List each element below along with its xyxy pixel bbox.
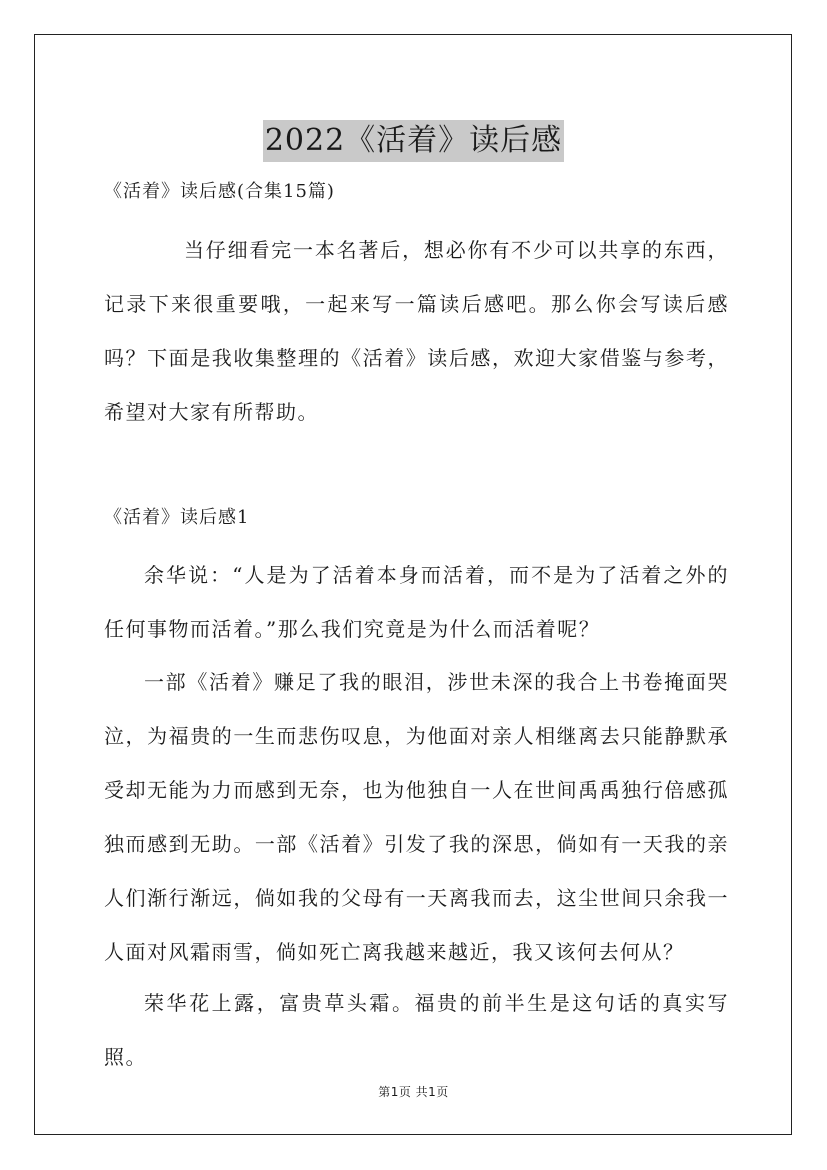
section-heading: 《活着》读后感1 xyxy=(104,507,250,528)
title-container xyxy=(0,100,827,182)
intro-paragraph: 当仔细看完一本名著后，想必你有不少可以共享的东西，记录下来很重要哦，一起来写一篇读后感吧。那么你会写读后感吗？下面是我收集整理的《活着》读后感，欢迎大家借鉴与参考，希望对大家有所帮助。 xyxy=(104,238,729,424)
body-paragraph-3: 荣华花上露，富贵草头霜。福贵的前半生是这句话的真实写照。 xyxy=(104,991,729,1069)
body-paragraph-2: 一部《活着》赚足了我的眼泪，涉世未深的我合上书卷掩面哭泣，为福贵的一生而悲伤叹息，为他面对亲人相继离去只能静默承受却无能为力而感到无奈，也为他独自一人在世间禹禹独行倍感孤独而感到无助。一部《活着》引发了我的深思，倘如有一天我的亲人们渐行渐远，倘如我的父母有一天离我而去，这尘世间只余我一人面对风霜雨雪，倘如死亡离我越来越近，我又该何去何从？ xyxy=(104,670,729,964)
document-title: 2022《活着》读后感 xyxy=(263,120,564,162)
document-subtitle: 《活着》读后感(合集15篇) xyxy=(104,181,335,202)
body-paragraph-1: 余华说：“人是为了活着本身而活着，而不是为了活着之外的任何事物而活着。”那么我们究竟是为什么而活着呢？ xyxy=(104,563,729,641)
page-footer: 第1页 共1页 xyxy=(378,1085,449,1099)
